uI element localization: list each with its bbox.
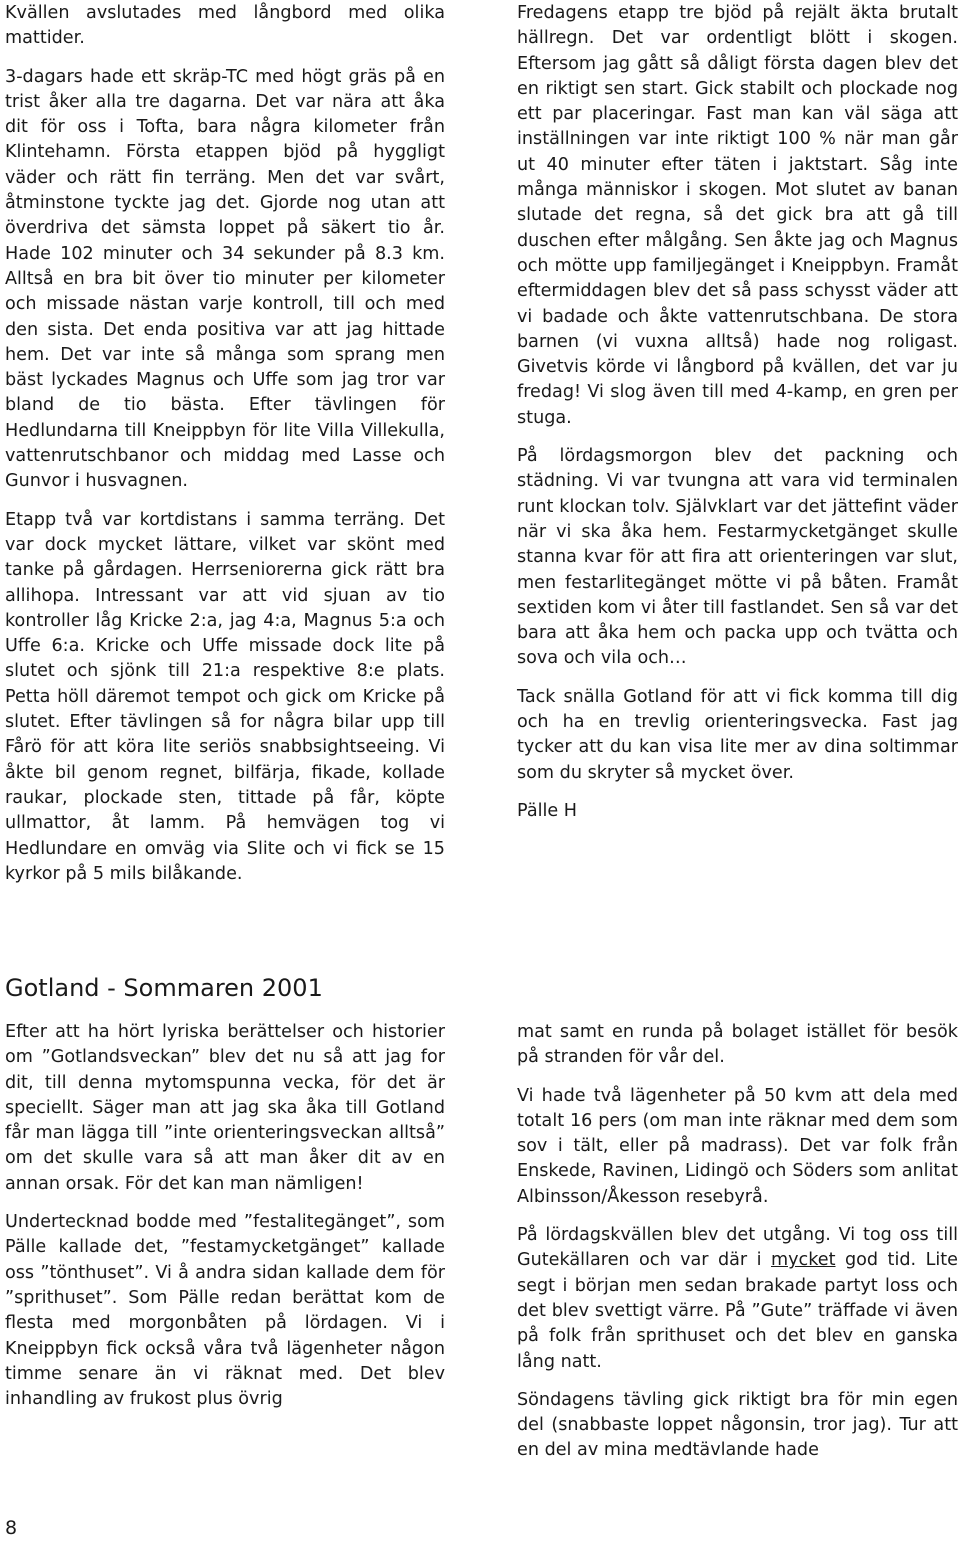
text-run: På lördagskvällen blev det utgång. Vi tog oss till Gutekällaren och var där i: [517, 1225, 958, 1271]
paragraph: [517, 1223, 958, 1375]
paragraph: Fredagens etapp tre bjöd på rejält äkta brutalt hällregn. Det var ordentligt blött i skogen. Eftersom jag gått så dåligt första dagen blev det en riktigt sen start. Gick stabilt och plockade nog ett par placeringar. Fast man kan väl säga att inställningen var inte riktigt 100 % när man går ut 40 minuter efter täten i jaktstart. Såg inte många människor i skogen. Mot slutet av banan slutade det regna, så det gick bra att gå till duschen efter målgång. Sen åkte jag och Magnus och mötte upp familjegänget i Kneippbyn. Framåt eftermiddagen blev det så pass schysst väder att vi badade och åkte vattenrutschbana. De stora barnen (vi vuxna alltså) hade nog roligast. Givetvis körde vi långbord på kvällen, det var ju fredag! Vi slog även till med 4-kamp, en gren per stuga.: [517, 3, 958, 428]
column-bottom-right: [517, 1020, 958, 1464]
paragraph: Etapp två var kortdistans i samma terräng. Det var dock mycket lättare, vilket var skönt med tanke på gårdagen. Herrseniorerna gick rätt bra allihopa. Intressant var att vid sjuan av tio kontroller låg Kricke 2:a, jag 4:a, Magnus 5:a och Uffe 6:a. Kricke och Uffe missade dock lite på slutet och sjönk till 21:a respektive 8:e plats. Petta höll däremot tempot och gick om Kricke på slutet. Efter tävlingen så for några bilar upp till Fårö för att köra lite seriös snabbsightseeing. Vi åkte bil genom regnet, bilfärja, fikade, kollade raukar, plockade sten, tittade på får, köpte ullmattor, åt lamm. På hemvägen tog vi Hedlundare en omväg via Slite och vi fick se 15 kyrkor på 5 mils bilåkande.: [5, 509, 445, 884]
paragraph: Vi hade två lägenheter på 50 kvm att dela med totalt 16 pers (om man inte räknar med dem som sov i tält, eller på madrass). Det var folk från Enskede, Ravinen, Lidingö och Söders som anlitat Albinsson/Åkesson resebyrå.: [517, 1085, 958, 1207]
paragraph: På lördagsmorgon blev det packning och städning. Vi var tvungna att vara vid terminalen runt klockan tolv. Självklart var det jättefint väder när vi ska åka hem. Festarmycketgänget skulle stanna kvar för att fira att orienteringen var slut, men festarlitegänget mötte vi på båten. Framåt sextiden kom vi åter till fastlandet. Sen så var det bara att åka hem och packa upp och tvätta och sova och vila och…: [517, 446, 958, 669]
text-run: god tid. Lite segt i början men sedan brakade partyt loss och det blev svettigt värre. På ”Gute” träffade vi även på folk från sprithuset och det blev en ganska lång natt.: [517, 1250, 958, 1372]
paragraph: Undertecknad bodde med ”festalitegänget”, som Pälle kallade det, ”festamycketgänget” kallade oss ”tönthuset”. Vi å andra sidan kallade dem för ”sprithuset”. Som Pälle redan berättat kom de flesta med morgonbåten på lördagen. Vi i Kneippbyn fick också våra två lägenheter någon timme senare än vi räknat med. Det blev inhandling av frukost plus övrig: [5, 1212, 445, 1410]
paragraph: Efter att ha hört lyriska berättelser och historier om ”Gotlandsveckan” blev det nu så att jag for dit, till denna mytomspunna vecka, för det är speciellt. Säger man att jag ska åka till Gotland får man lägga till ”inte orienteringsveckan alltså” om det skulle vara så att man åker dit av en annan orsak. För det kan man nämligen!: [5, 1022, 445, 1194]
author-signature: Pälle H: [517, 800, 578, 821]
paragraph: 3-dagars hade ett skräp-TC med högt gräs på en trist åker alla tre dagarna. Det var nära att åka dit för oss i Tofta, bara några kilometer från Klintehamn. Första etappen bjöd på hyggligt väder och rätt fin terräng. Men det var svårt, åtminstone tyckte jag det. Gjorde nog utan att överdriva det sämsta loppet på säkert tio år. Hade 102 minuter och 34 sekunder på 8.3 km. Alltså en bra bit över tio minuter per kilometer och missade nästan varje kontroll, till och med den sista. Det enda positiva var att jag hittade hem. Det var inte så många som sprang men bäst lyckades Magnus och Uffe som jag tror var bland de tio bästa. Efter tävlingen för Hedlundarna till Kneippbyn för lite Villa Villekulla, vattenrutschbanor och middag med Lasse och Gunvor i husvagnen.: [5, 66, 445, 492]
column-top-left: [5, 1, 445, 887]
underlined-word: mycket: [771, 1250, 836, 1271]
paragraph: Söndagens tävling gick riktigt bra för min egen del (snabbaste loppet någonsin, tror jag). Tur att en del av mina medtävlande hade: [517, 1389, 958, 1461]
section-title: Gotland - Sommaren 2001: [5, 974, 323, 1002]
paragraph: Kvällen avslutades med långbord med olika mattider.: [5, 3, 445, 49]
paragraph: Tack snälla Gotland för att vi fick komma till dig och ha en trevlig orienteringsvecka. Fast jag tycker att du kan visa lite mer av dina soltimmar som du skryter så mycket över.: [517, 686, 958, 783]
column-bottom-left: [5, 1020, 445, 1412]
column-top-right: [517, 1, 958, 824]
paragraph: mat samt en runda på bolaget istället för besök på stranden för vår del.: [517, 1022, 958, 1068]
page-number: 8: [5, 1517, 18, 1539]
